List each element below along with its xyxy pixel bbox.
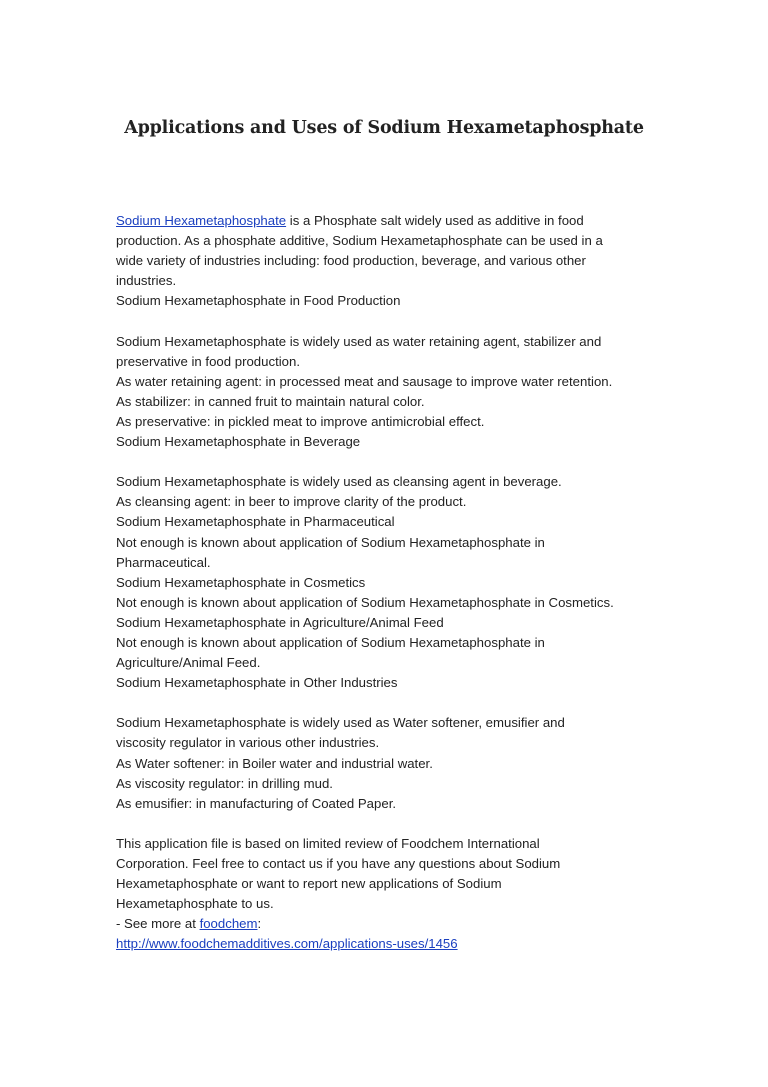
section-heading-cosmetics: Sodium Hexametaphosphate in Cosmetics (116, 574, 366, 590)
see-more-suffix: : (257, 916, 262, 932)
section-heading-beverage: Sodium Hexametaphosphate in Beverage (116, 434, 361, 450)
document-title: Applications and Uses of Sodium Hexametaphosphate (124, 118, 644, 138)
sodium-hexametaphosphate-link[interactable]: Sodium Hexametaphosphate (116, 213, 287, 228)
intro-line-2: production. As a phosphate additive, Sodium Hexametaphosphate can be used in a (116, 233, 603, 249)
closing-line: Hexametaphosphate or want to report new applications of Sodium (116, 876, 502, 892)
other-line: As Water softener: in Boiler water and industrial water. (116, 755, 433, 771)
food-line: As water retaining agent: in processed meat and sausage to improve water retention. (116, 373, 613, 389)
other-line: viscosity regulator in various other industries. (116, 735, 380, 751)
intro-line-1-text: is a Phosphate salt widely used as additive in food (286, 213, 584, 228)
pharma-line: Pharmaceutical. (116, 554, 211, 570)
cosmetics-line: Not enough is known about application of Sodium Hexametaphosphate in Cosmetics. (116, 594, 614, 610)
agri-line: Not enough is known about application of Sodium Hexametaphosphate in (116, 634, 545, 650)
section-heading-other-industries: Sodium Hexametaphosphate in Other Industries (116, 675, 398, 691)
spacer (116, 814, 661, 834)
food-line: As preservative: in pickled meat to improve antimicrobial effect. (116, 413, 485, 429)
agri-line: Agriculture/Animal Feed. (116, 655, 261, 671)
food-line: As stabilizer: in canned fruit to maintain natural color. (116, 393, 425, 409)
spacer (116, 693, 661, 713)
foodchem-link[interactable]: foodchem (199, 916, 258, 932)
other-line: As viscosity regulator: in drilling mud. (116, 775, 333, 791)
intro-line-4: industries. (116, 273, 177, 289)
spacer (116, 311, 661, 331)
source-url-link[interactable]: http://www.foodchemadditives.com/applications-uses/1456 (116, 936, 458, 952)
document-body (116, 211, 661, 954)
section-heading-pharmaceutical: Sodium Hexametaphosphate in Pharmaceutical (116, 514, 395, 530)
intro-line-3: wide variety of industries including: food production, beverage, and various other (116, 253, 586, 269)
closing-line: Corporation. Feel free to contact us if you have any questions about Sodium (116, 856, 561, 871)
section-heading-food: Sodium Hexametaphosphate in Food Production (116, 293, 401, 309)
other-line: Sodium Hexametaphosphate is widely used as Water softener, emusifier and (116, 715, 565, 731)
food-line: Sodium Hexametaphosphate is widely used as water retaining agent, stabilizer and (116, 333, 602, 349)
other-line: As emusifier: in manufacturing of Coated Paper. (116, 795, 397, 811)
section-heading-agriculture: Sodium Hexametaphosphate in Agriculture/Animal Feed (116, 614, 444, 630)
see-more-line (116, 914, 661, 934)
see-more-prefix: - See more at (116, 916, 200, 932)
beverage-line: As cleansing agent: in beer to improve clarity of the product. (116, 494, 467, 510)
spacer (116, 452, 661, 472)
closing-line: This application file is based on limited review of Foodchem International (116, 835, 540, 851)
pharma-line: Not enough is known about application of Sodium Hexametaphosphate in (116, 534, 545, 550)
intro-line-1 (116, 211, 661, 231)
url-line (116, 934, 661, 954)
food-line: preservative in food production. (116, 353, 301, 369)
closing-line: Hexametaphosphate to us. (116, 896, 274, 912)
beverage-line: Sodium Hexametaphosphate is widely used as cleansing agent in beverage. (116, 474, 562, 490)
